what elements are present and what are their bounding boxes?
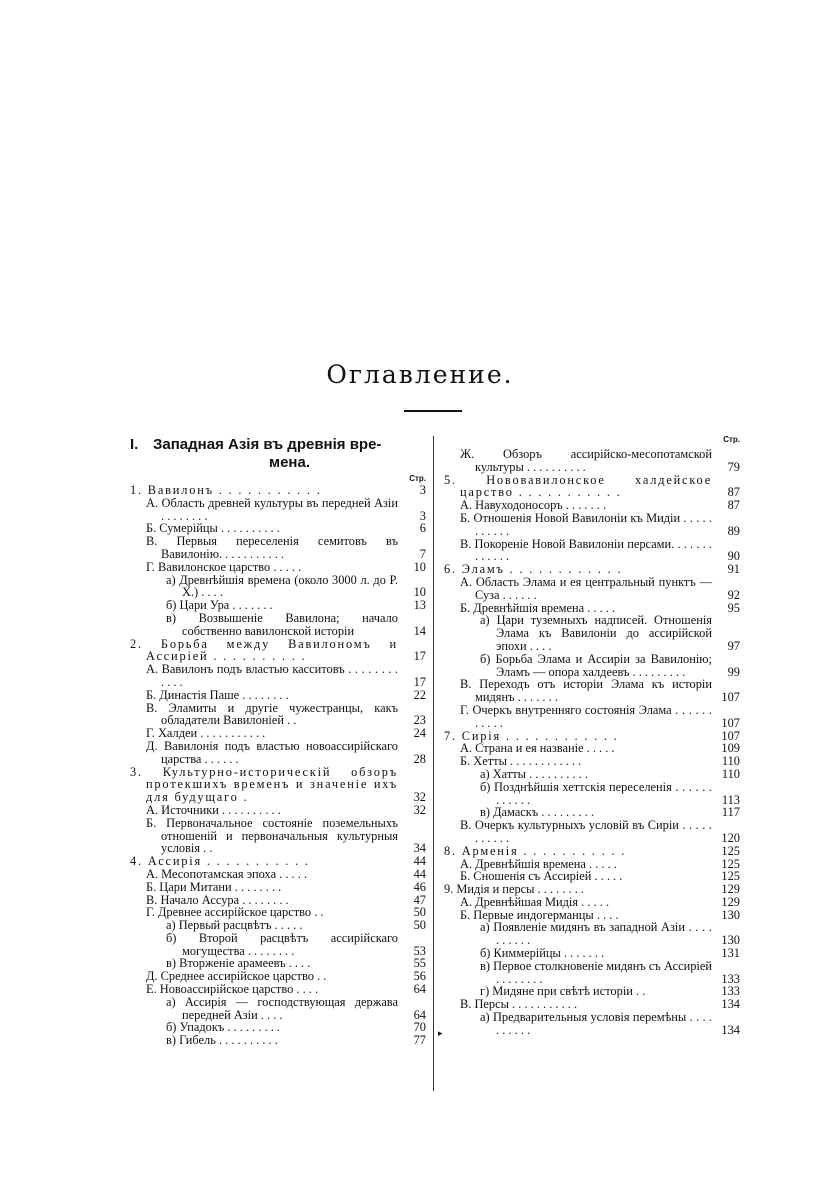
toc-entry-page: 3	[419, 483, 426, 497]
toc-entry-text: в) Дамаскъ . . . . . . . . .	[480, 805, 594, 820]
toc-entry	[130, 868, 426, 881]
toc-entry-text: а) Хатты . . . . . . . . . .	[480, 766, 588, 781]
toc-entry	[444, 947, 740, 960]
toc-entry-text: А. Древнѣйшая Мидія . . . . .	[460, 894, 610, 909]
toc-entry	[130, 996, 426, 1022]
toc-entry-text: а) Появленіе мидянъ въ западной Азіи . . . . . . . . . .	[480, 920, 712, 948]
toc-entry-text: б) Борьба Элама и Ассиріи за Вавилонію; Эламъ — опора халдеевъ . . . . . . . . .	[480, 651, 712, 679]
toc-entry-page: 7	[419, 546, 426, 561]
toc-entry-text: б) Цари Ура . . . . . . .	[166, 598, 273, 613]
toc-entry-text: А. Страна и ея названіе . . . . .	[460, 741, 615, 756]
toc-entry-text: 2. Борьба между Вавилономъ и Ассиріей . . . . . . . . . .	[130, 636, 398, 664]
toc-entry	[444, 883, 740, 896]
toc-entry-text: А. Область древней культуры въ передней Азіи . . . . . . . .	[146, 495, 398, 523]
toc-entry-text: А. Месопотамская эпоха . . . . .	[146, 866, 308, 881]
toc-entry-page: 17	[413, 674, 426, 689]
toc-entry	[130, 817, 426, 855]
toc-entry-page: 91	[727, 562, 740, 577]
toc-entry-text: б) Второй расцвѣтъ ассирійскаго могущества . . . . . . . .	[166, 930, 398, 958]
toc-column-left	[130, 434, 426, 1047]
toc-entry-page: 90	[727, 549, 740, 564]
toc-entry-text: 6. Эламъ . . . . . . . . . . . .	[444, 562, 623, 577]
section-title-line1: Западная Азія въ древнія вре-	[153, 436, 382, 453]
toc-entry-text: в) Первое столкновеніе мидянъ съ Ассиріей . . . . . . . .	[480, 958, 712, 986]
toc-entry-page: 50	[413, 918, 426, 933]
toc-entry	[130, 766, 426, 804]
toc-entry-page: 125	[721, 869, 740, 884]
toc-entry-page: 44	[413, 866, 426, 881]
toc-entry-page: 107	[721, 690, 740, 705]
toc-entry-text: Д. Вавилонія подъ властью новоассирійскаго царства . . . . . .	[146, 738, 398, 766]
toc-entry-text: Б. Династія Паше . . . . . . . .	[146, 687, 289, 702]
toc-entry-text: г) Мидяне при свѣтѣ исторіи . .	[480, 984, 646, 999]
toc-entry-text: а) Цари туземныхъ надписей. Отношенія Элама къ Вавилоніи до ассирійской эпохи . . . .	[480, 613, 712, 653]
toc-entry-text: 5. Нововавилонское халдейское царство . . . . . . . . . . .	[444, 472, 712, 500]
toc-entry-page: 70	[413, 1020, 426, 1035]
toc-column-right	[444, 434, 740, 1037]
toc-entry	[444, 448, 740, 474]
title-rule	[404, 410, 462, 412]
toc-entry	[444, 576, 740, 602]
toc-entry	[130, 484, 426, 497]
toc-entry-page: 133	[721, 984, 740, 999]
toc-entry-page: 28	[413, 751, 426, 766]
toc-entry	[130, 574, 426, 600]
toc-entry-page: 107	[721, 728, 740, 743]
toc-entry-page: 89	[727, 523, 740, 538]
toc-entry-text: А. Навуходоносоръ . . . . . . .	[460, 498, 607, 513]
toc-entry-text: В. Покореніе Новой Вавилоніи персами. . . . . . . . . . . . .	[460, 536, 712, 564]
toc-entry-text: В. Первыя переселенія семитовъ въ Вавилонію. . . . . . . . . . .	[146, 534, 398, 561]
section-number: I.	[130, 436, 139, 453]
toc-entry-text: а) Предварительныя условія перемѣны . . . . . . . . . .	[480, 1010, 712, 1037]
toc-entry-page: 134	[721, 997, 740, 1012]
toc-entry-text: Б. Древнѣйшія времена . . . . .	[460, 600, 616, 615]
toc-entry	[130, 740, 426, 766]
toc-entry-text: 3. Культурно-историческій обзоръ протекшихъ временъ и значеніе ихъ для будущаго .	[130, 764, 398, 805]
toc-entry-text: А. Источники . . . . . . . . . .	[146, 802, 281, 817]
toc-entry-page: 6	[419, 521, 426, 536]
toc-entry	[130, 535, 426, 561]
toc-entry-text: 1. Вавилонъ . . . . . . . . . . .	[130, 483, 322, 497]
toc-entry-page: 107	[721, 715, 740, 730]
page-column-label: Стр.	[723, 435, 740, 444]
toc-entry-page: 110	[721, 754, 740, 769]
toc-entry	[444, 474, 740, 500]
toc-entry-text: Б. Цари Митани . . . . . . . .	[146, 879, 282, 894]
section-title-line2: мена.	[268, 454, 310, 471]
toc-entry-text: Г. Очеркъ внутренняго состоянія Элама . . . . . . . . . . .	[460, 702, 712, 730]
toc-entry-page: 32	[413, 802, 426, 817]
toc-entry-text: а) Первый расцвѣтъ . . . . .	[166, 918, 303, 933]
toc-entry-text: 9. Мидія и персы . . . . . . . .	[444, 882, 585, 897]
toc-entry	[444, 614, 740, 652]
toc-entry-page: 110	[721, 766, 740, 781]
toc-entry-text: Б. Первоначальное состояніе поземельныхъ отношеній и первоначальныя культурныя условія . .	[146, 815, 398, 856]
toc-entry	[444, 845, 740, 858]
toc-entry-text: б) Позднѣйшія хеттскія переселенія . . . . . . . . . . . .	[480, 779, 712, 807]
toc-entry	[444, 678, 740, 704]
toc-entry-page: 47	[413, 892, 426, 907]
toc-entry-text: А. Область Элама и ея центральный пунктъ — Суза . . . . . .	[460, 574, 712, 602]
toc-entry	[130, 881, 426, 894]
column-divider	[433, 436, 434, 1091]
toc-entry	[130, 932, 426, 958]
toc-entry	[444, 653, 740, 679]
toc-entry-text: В. Персы . . . . . . . . . . .	[460, 997, 578, 1012]
toc-entry-text: Г. Древнее ассирійское царство . .	[146, 905, 324, 920]
toc-entry	[444, 896, 740, 909]
toc-entry-page: 109	[721, 741, 740, 756]
toc-entry-page: 22	[413, 687, 426, 702]
toc-entry-page: 50	[413, 905, 426, 920]
toc-entry-page: 87	[727, 498, 740, 513]
toc-entry-page: 113	[721, 792, 740, 807]
toc-entry-page: 44	[413, 854, 426, 869]
toc-entry-page: 13	[413, 598, 426, 613]
margin-mark: ▸	[438, 1028, 443, 1038]
toc-entry-text: 7. Сирія . . . . . . . . . . . .	[444, 728, 619, 743]
toc-list-left	[130, 484, 426, 1047]
toc-entry-page: 10	[413, 559, 426, 574]
toc-entry-text: А. Вавилонъ подъ властью касситовъ . . . . . . . . . . . .	[146, 662, 398, 689]
toc-entry-page: 130	[721, 933, 740, 948]
page-title: Оглавление.	[326, 360, 514, 389]
toc-entry	[130, 612, 426, 638]
toc-entry	[444, 781, 740, 807]
toc-entry-text: В. Эламиты и другіе чужестранцы, какъ обладатели Вавилоніей . .	[146, 700, 398, 728]
toc-entry-page: 117	[721, 805, 740, 820]
toc-entry-page: 87	[727, 485, 740, 500]
toc-entry-page: 130	[721, 907, 740, 922]
toc-entry	[130, 497, 426, 523]
toc-entry	[130, 1034, 426, 1047]
toc-entry-text: Г. Вавилонское царство . . . . .	[146, 559, 302, 574]
toc-entry-text: В. Начало Ассура . . . . . . . .	[146, 892, 289, 907]
toc-entry-page: 95	[727, 600, 740, 615]
toc-entry-text: 8. Арменія . . . . . . . . . . .	[444, 843, 627, 858]
toc-entry	[444, 960, 740, 986]
toc-entry	[130, 983, 426, 996]
toc-entry-page: 23	[413, 713, 426, 728]
toc-entry-page: 120	[721, 830, 740, 845]
toc-entry	[130, 804, 426, 817]
toc-entry-page: 125	[721, 856, 740, 871]
toc-entry-text: б) Упадокъ . . . . . . . . .	[166, 1020, 281, 1035]
toc-entry	[444, 704, 740, 730]
toc-entry-page: 64	[413, 1007, 426, 1022]
toc-entry-page: 24	[413, 726, 426, 741]
toc-entry-page: 131	[721, 946, 740, 961]
toc-entry	[130, 638, 426, 664]
toc-entry	[130, 855, 426, 868]
toc-entry-text: Ж. Обзоръ ассирійско-месопотамской культуры . . . . . . . . . .	[460, 447, 712, 474]
toc-entry-page: 133	[721, 971, 740, 986]
toc-entry-page: 53	[413, 943, 426, 958]
toc-entry-page: 77	[413, 1033, 426, 1048]
toc-entry-text: А. Древнѣйшія времена . . . . .	[460, 856, 617, 871]
toc-entry-text: а) Ассирія — господствующая держава передней Азіи . . . .	[166, 994, 398, 1022]
toc-entry-text: Г. Халдеи . . . . . . . . . . .	[146, 726, 266, 741]
toc-entry-text: в) Вторженіе арамеевъ . . . .	[166, 956, 311, 971]
toc-entry-page: 125	[721, 843, 740, 858]
toc-entry-text: 4. Ассирія . . . . . . . . . . .	[130, 854, 310, 869]
toc-entry	[130, 689, 426, 702]
toc-entry-page: 129	[721, 882, 740, 897]
toc-entry-page: 92	[727, 587, 740, 602]
toc-entry-text: Б. Сношенія съ Ассиріей . . . . .	[460, 869, 623, 884]
toc-entry-text: в) Гибель . . . . . . . . . .	[166, 1033, 278, 1048]
toc-entry-page: 14	[413, 623, 426, 638]
toc-entry-page: 10	[413, 585, 426, 600]
toc-entry-page: 34	[413, 841, 426, 856]
toc-entry-text: Б. Сумерійцы . . . . . . . . . .	[146, 521, 280, 536]
toc-list-right	[444, 448, 740, 1037]
section-heading	[130, 436, 426, 472]
toc-entry	[444, 538, 740, 564]
toc-entry-text: Д. Среднее ассирійское царство . .	[146, 969, 327, 984]
toc-entry-text: Е. Новоассирійское царство . . . .	[146, 982, 319, 997]
toc-entry-page: 46	[413, 879, 426, 894]
toc-entry	[444, 921, 740, 947]
toc-entry-text: Б. Первые индогерманцы . . . .	[460, 907, 619, 922]
toc-entry-text: В. Переходъ отъ исторіи Элама къ исторіи мидянъ . . . . . . .	[460, 677, 712, 705]
toc-entry-page: 56	[413, 969, 426, 984]
toc-entry	[444, 1011, 740, 1037]
toc-entry	[130, 561, 426, 574]
toc-entry	[130, 702, 426, 728]
toc-entry-page: 134	[721, 1022, 740, 1037]
toc-entry	[444, 819, 740, 845]
toc-entry-page: 129	[721, 894, 740, 909]
toc-entry	[130, 919, 426, 932]
toc-entry-page: 79	[727, 459, 740, 474]
toc-entry-text: Б. Хетты . . . . . . . . . . . .	[460, 754, 582, 769]
toc-entry	[444, 755, 740, 768]
toc-entry-text: Б. Отношенія Новой Вавилоніи къ Мидіи . . . . . . . . . . .	[460, 510, 712, 538]
toc-entry	[130, 663, 426, 689]
toc-entry-text: а) Древнѣйшія времена (около 3000 л. до Р. Х.) . . . .	[166, 572, 398, 600]
toc-entry-page: 97	[727, 638, 740, 653]
toc-entry-page: 99	[727, 664, 740, 679]
toc-entry-text: б) Киммерійцы . . . . . . .	[480, 946, 605, 961]
toc-entry-text: В. Очеркъ культурныхъ условій въ Сиріи . . . . . . . . . . .	[460, 818, 712, 845]
toc-entry-page: 17	[413, 649, 426, 664]
toc-entry-text: в) Возвышеніе Вавилона; начало собственно вавилонской исторіи	[166, 610, 398, 638]
toc-entry	[444, 768, 740, 781]
toc-entry-page: 32	[413, 790, 426, 805]
toc-entry-page: 55	[413, 956, 426, 971]
page-column-label: Стр.	[409, 474, 426, 483]
toc-entry-page: 3	[419, 508, 426, 523]
toc-entry	[444, 512, 740, 538]
toc-entry-page: 64	[413, 982, 426, 997]
